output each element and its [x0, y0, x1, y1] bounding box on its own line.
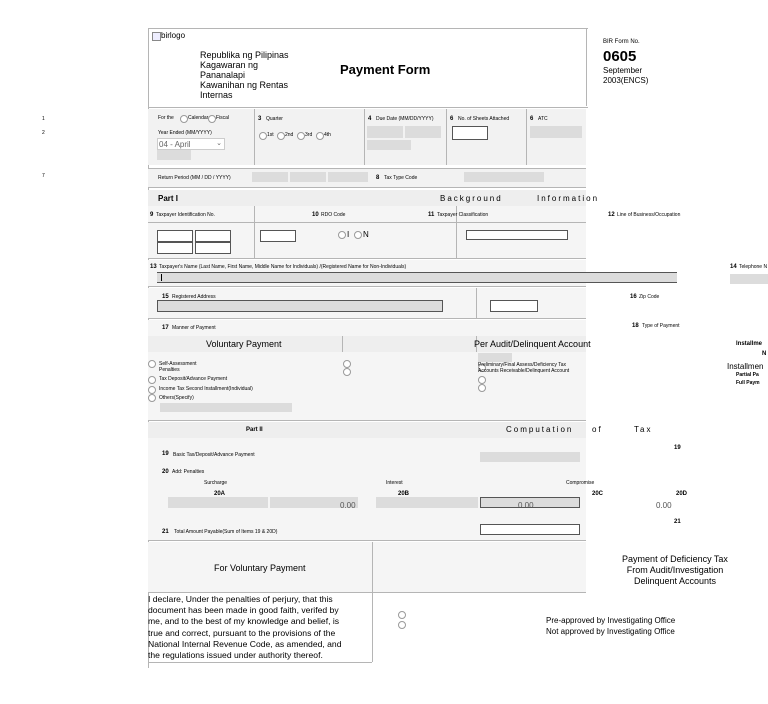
taxpayer-name-num: 13	[150, 264, 157, 270]
atc-input[interactable]	[530, 126, 582, 138]
bir-logo	[149, 29, 193, 73]
fiscal-radio[interactable]	[208, 115, 216, 123]
atc-label: ATC	[538, 116, 548, 122]
manner-num: 17	[162, 325, 169, 331]
due-date-label: Due Date (MM/DD/YYYY)	[376, 116, 434, 122]
total-right-num: 21	[674, 519, 681, 525]
quarter-radio[interactable]	[297, 132, 305, 140]
quarter-radio[interactable]	[316, 132, 324, 140]
zip-num: 16	[630, 294, 637, 300]
tax-type-label: Tax Type Code	[384, 175, 418, 181]
installment-header: N	[762, 351, 767, 357]
deficiency-line: Payment of Deficiency Tax	[622, 554, 728, 564]
tin-input[interactable]	[157, 230, 193, 242]
installment-header: Installme	[736, 341, 763, 347]
voluntary-option: Tax Deposit/Advance Payment	[159, 376, 228, 382]
tin-input[interactable]	[157, 242, 193, 254]
col-divider	[364, 109, 365, 165]
col-divider	[476, 288, 477, 318]
agency-line: Internas	[200, 90, 233, 100]
part2-label: Part II	[246, 427, 263, 433]
year-ended-label: Year Ended (MM/YYYY)	[158, 130, 212, 136]
quarter-label: Quarter	[266, 116, 283, 122]
return-period-mm[interactable]	[252, 172, 288, 182]
classification-num: 11	[428, 212, 435, 218]
voluntary-radio[interactable]	[148, 376, 156, 384]
voluntary-option: Others(Specify)	[159, 395, 194, 401]
text-cursor	[161, 274, 162, 281]
penalty-20b-label: 20B	[398, 491, 410, 497]
pre-approved-radio[interactable]	[398, 611, 406, 619]
classification-option: I	[347, 230, 350, 239]
form-title: Payment Form	[340, 62, 431, 77]
col-divider	[526, 109, 527, 165]
bir-form-number: 0605	[603, 48, 637, 65]
address-label: Registered Address	[172, 294, 216, 300]
part1-label: Part I	[158, 194, 179, 203]
classification-input[interactable]	[466, 230, 568, 240]
return-period-label: Return Period (MM / DD / YYYY)	[158, 175, 231, 181]
manner-label: Manner of Payment	[172, 325, 216, 331]
agency-name	[200, 50, 289, 100]
voluntary-option: Penalties	[159, 367, 180, 373]
quarter-option: 4th	[324, 132, 331, 138]
row-divider	[148, 662, 372, 663]
basic-tax-right-num: 19	[674, 445, 681, 451]
telephone-num: 14	[730, 264, 737, 270]
agency-line: Kagawaran ng	[200, 60, 259, 70]
quarter-radio[interactable]	[277, 132, 285, 140]
rdo-label: RDO Code	[321, 212, 346, 218]
part1-header	[148, 190, 586, 206]
bir-form-label: BIR Form No.	[603, 39, 640, 45]
agency-line: Republika ng Pilipinas	[200, 50, 289, 60]
penalty-20a-label: 20A	[214, 491, 226, 497]
col-divider	[254, 206, 255, 258]
col-divider	[446, 109, 447, 165]
logo-alt-text: birlogo	[161, 31, 186, 40]
part2-title-word: Tax	[634, 425, 653, 434]
basic-tax-num: 19	[162, 451, 169, 457]
penalty-20d-value: 0.00	[656, 501, 672, 510]
classification-radio[interactable]	[354, 231, 362, 239]
penalty-20b-input[interactable]	[376, 497, 478, 508]
total-num: 21	[162, 529, 169, 535]
return-period-dd[interactable]	[290, 172, 326, 182]
basic-tax-label: Basic Tax/Deposit/Advance Payment	[173, 452, 255, 458]
row-number: 1	[42, 116, 45, 122]
quarter-num: 3	[258, 116, 262, 122]
col-divider	[372, 542, 373, 662]
declaration-line: I declare, Under the penalties of perjury, that this	[148, 594, 333, 604]
declaration-line: the regulations issued under authority thereof.	[148, 650, 323, 661]
voluntary-radio[interactable]	[148, 360, 156, 368]
deficiency-line: From Audit/Investigation	[626, 565, 724, 575]
tin-input[interactable]	[195, 242, 231, 254]
sheets-input[interactable]	[452, 126, 488, 140]
not-approved-label: Not approved by Investigating Office	[546, 627, 675, 636]
voluntary-radio[interactable]	[343, 368, 351, 376]
telephone-label: Telephone N	[739, 264, 768, 270]
type-payment-label: Type of Payment	[642, 323, 680, 329]
installment-option: Partial Pa	[736, 372, 759, 378]
penalty-20c-label: 20C	[592, 491, 604, 497]
pre-approved-label: Pre-approved by Investigating Office	[546, 616, 676, 625]
line-business-num: 12	[608, 212, 615, 218]
tin-input[interactable]	[195, 230, 231, 242]
due-date-month[interactable]	[367, 126, 403, 138]
tin-num: 9	[150, 212, 154, 218]
audit-option: Preliminary/Final Assess/Deficiency Tax	[478, 362, 566, 368]
rdo-input[interactable]	[260, 230, 296, 242]
for-the-label: For the	[158, 115, 174, 121]
total-label: Total Amount Payable(Sum of Items 19 & 20D)	[174, 529, 278, 535]
not-approved-radio[interactable]	[398, 621, 406, 629]
total-input[interactable]	[480, 524, 580, 535]
sheets-num: 6	[450, 116, 454, 122]
type-payment-num: 18	[632, 323, 639, 329]
voluntary-radio[interactable]	[343, 360, 351, 368]
voluntary-option: Self-Assessment	[159, 361, 197, 367]
add-penalties-num: 20	[162, 469, 169, 475]
row-number: 7	[42, 173, 45, 179]
basic-tax-input[interactable]	[480, 452, 580, 462]
telephone-input[interactable]	[730, 274, 768, 284]
penalty-20b-value: 0.00	[518, 501, 534, 510]
audit-option: Accounts Receivable/Delinquent Account	[478, 368, 570, 374]
tax-type-num: 8	[376, 175, 380, 181]
declaration-line: document has been made in good faith, verifed by	[148, 605, 339, 616]
penalty-20d-label: 20D	[676, 491, 688, 497]
for-voluntary-label: For Voluntary Payment	[214, 563, 306, 573]
year-ended-value: 04 - April	[159, 140, 191, 149]
due-date-year[interactable]	[367, 140, 411, 150]
taxpayer-name-label: Taxpayer's Name (Last Name, First Name, Middle Name for Individuals) /(Registered Name for Non-Individuals)	[159, 264, 407, 270]
audit-radio[interactable]	[478, 384, 486, 392]
declaration-line: me, and to the best of my knowledge and belief, is	[148, 616, 340, 627]
others-specify-input[interactable]	[160, 403, 292, 412]
zip-label: Zip Code	[639, 294, 660, 300]
voluntary-option: Income Tax Second Installment(Individual)	[159, 386, 253, 392]
calendar-label: Calendar	[188, 115, 209, 121]
quarter-option: 2nd	[285, 132, 294, 138]
classification-radio[interactable]	[338, 231, 346, 239]
audit-radio[interactable]	[478, 376, 486, 384]
address-input[interactable]	[157, 300, 443, 312]
agency-line: Pananalapi	[200, 70, 246, 80]
part1-title-word: Background	[440, 194, 503, 203]
penalty-20a-input[interactable]	[168, 497, 268, 508]
agency-line: Kawanihan ng Rentas	[200, 80, 289, 90]
zip-input[interactable]	[490, 300, 538, 312]
part2-title-word: Computation	[506, 425, 574, 434]
declaration-block	[148, 594, 370, 661]
year-ended-extra[interactable]	[157, 150, 191, 160]
voluntary-header: Voluntary Payment	[206, 339, 282, 349]
interest-label: Interest	[386, 480, 403, 486]
chevron-down-icon: ⌄	[216, 140, 222, 147]
row-divider	[148, 222, 586, 223]
installment-option: Full Paym	[736, 380, 760, 386]
header-divider	[586, 28, 587, 106]
part1-title-word: Information	[537, 194, 600, 203]
fiscal-label: Fiscal	[216, 115, 230, 121]
add-penalties-label: Add: Penalties	[172, 469, 205, 475]
col-divider	[254, 109, 255, 165]
line-business-label: Line of Business/Occupation	[617, 212, 681, 218]
declaration-line: true and correct, pursuant to the provisions of the	[148, 627, 336, 638]
taxpayer-name-input[interactable]	[157, 272, 677, 283]
atc-num: 6	[530, 116, 534, 122]
deficiency-block	[610, 554, 740, 587]
declaration-line: National Internal Revenue Code, as amended, and	[148, 638, 342, 649]
classification-label: Taxpayer Classification	[437, 212, 489, 218]
sheets-label: No. of Sheets Attached	[458, 116, 510, 122]
voluntary-radio[interactable]	[148, 386, 156, 394]
row-number: 2	[42, 130, 45, 136]
due-date-num: 4	[368, 116, 372, 122]
installment-option: Installmen	[727, 362, 764, 371]
surcharge-label: Surcharge	[204, 480, 228, 486]
quarter-option: 3rd	[305, 132, 313, 138]
quarter-radio[interactable]	[259, 132, 267, 140]
voluntary-radio[interactable]	[148, 394, 156, 402]
return-period-yyyy[interactable]	[328, 172, 368, 182]
calendar-radio[interactable]	[180, 115, 188, 123]
classification-option: N	[363, 230, 369, 239]
audit-input[interactable]	[478, 353, 512, 362]
quarter-option: 1st	[267, 132, 274, 138]
part2-title-word: of	[592, 425, 603, 434]
tin-label: Taxpayer Identification No.	[156, 212, 215, 218]
tax-type-input[interactable]	[464, 172, 544, 182]
deficiency-line: Delinquent Accounts	[633, 576, 717, 586]
year-ended-select[interactable]	[157, 138, 225, 150]
bir-form-edition: 2003(ENCS)	[603, 76, 649, 85]
rdo-num: 10	[312, 212, 319, 218]
penalty-20a-value: 0.00	[340, 501, 356, 510]
compromise-label: Compromise	[566, 480, 595, 486]
audit-header: Per Audit/Delinquent Account	[474, 339, 591, 349]
address-num: 15	[162, 294, 169, 300]
bir-form-edition: September	[603, 66, 643, 75]
due-date-day[interactable]	[405, 126, 441, 138]
